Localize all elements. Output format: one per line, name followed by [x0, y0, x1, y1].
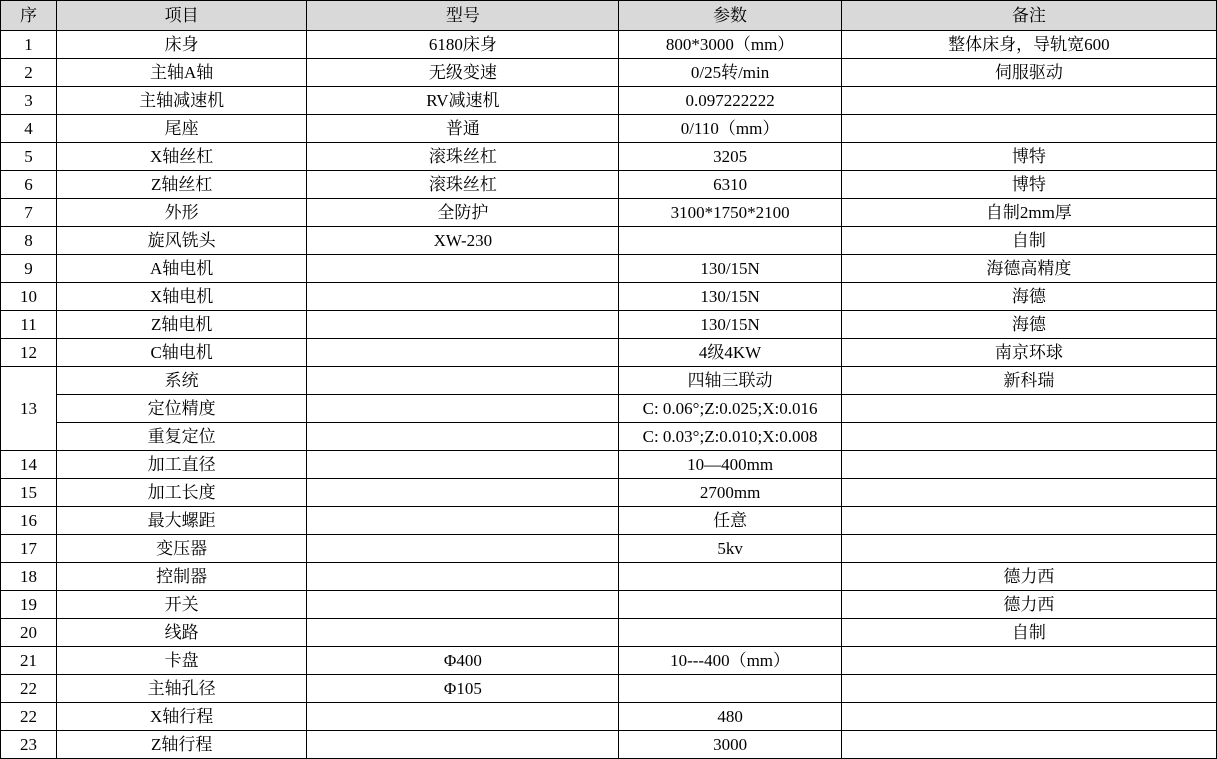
cell-seq: 4 [1, 115, 57, 143]
cell-note [841, 507, 1216, 535]
table-row [1, 31, 1217, 59]
cell-item: 主轴孔径 [57, 675, 307, 703]
cell-note [841, 115, 1216, 143]
cell-note: 德力西 [841, 591, 1216, 619]
cell-seq: 14 [1, 451, 57, 479]
cell-model: RV减速机 [307, 87, 619, 115]
cell-item: Z轴行程 [57, 731, 307, 759]
cell-param: 6310 [619, 171, 841, 199]
table-row [1, 227, 1217, 255]
cell-model [307, 703, 619, 731]
cell-item: 床身 [57, 31, 307, 59]
cell-item: 变压器 [57, 535, 307, 563]
table-row [1, 731, 1217, 759]
cell-note: 伺服驱动 [841, 59, 1216, 87]
table-row [1, 283, 1217, 311]
cell-seq: 2 [1, 59, 57, 87]
cell-note: 新科瑞 [841, 367, 1216, 395]
cell-model [307, 563, 619, 591]
cell-note [841, 479, 1216, 507]
cell-model [307, 283, 619, 311]
cell-note: 自制2mm厚 [841, 199, 1216, 227]
table-row [1, 339, 1217, 367]
cell-seq: 23 [1, 731, 57, 759]
column-header-item: 项目 [57, 1, 307, 31]
cell-item: X轴行程 [57, 703, 307, 731]
column-header-model: 型号 [307, 1, 619, 31]
table-row [1, 507, 1217, 535]
cell-item: 卡盘 [57, 647, 307, 675]
cell-seq: 5 [1, 143, 57, 171]
cell-note: 整体床身，导轨宽600 [841, 31, 1216, 59]
cell-note [841, 731, 1216, 759]
cell-note: 海德 [841, 311, 1216, 339]
cell-item: 主轴减速机 [57, 87, 307, 115]
cell-item: 加工直径 [57, 451, 307, 479]
cell-param: 0/110（mm） [619, 115, 841, 143]
cell-item: C轴电机 [57, 339, 307, 367]
cell-param [619, 563, 841, 591]
table-row [1, 619, 1217, 647]
cell-model [307, 395, 619, 423]
cell-model [307, 731, 619, 759]
column-header-param: 参数 [619, 1, 841, 31]
cell-item: Z轴丝杠 [57, 171, 307, 199]
cell-note: 自制 [841, 227, 1216, 255]
cell-model [307, 507, 619, 535]
cell-item: X轴丝杠 [57, 143, 307, 171]
table-row [1, 115, 1217, 143]
cell-model: XW-230 [307, 227, 619, 255]
table-row [1, 563, 1217, 591]
cell-param: 130/15N [619, 255, 841, 283]
cell-item: 重复定位 [57, 423, 307, 451]
cell-seq: 9 [1, 255, 57, 283]
cell-model [307, 619, 619, 647]
cell-param: 5kv [619, 535, 841, 563]
cell-model [307, 367, 619, 395]
cell-note: 博特 [841, 171, 1216, 199]
cell-item: 最大螺距 [57, 507, 307, 535]
cell-note [841, 647, 1216, 675]
cell-note: 博特 [841, 143, 1216, 171]
cell-param: 3205 [619, 143, 841, 171]
cell-model [307, 423, 619, 451]
cell-note [841, 87, 1216, 115]
cell-seq: 19 [1, 591, 57, 619]
table-row [1, 171, 1217, 199]
cell-item: 主轴A轴 [57, 59, 307, 87]
cell-seq: 8 [1, 227, 57, 255]
cell-model [307, 255, 619, 283]
cell-seq: 6 [1, 171, 57, 199]
column-header-note: 备注 [841, 1, 1216, 31]
cell-seq: 13 [1, 367, 57, 451]
cell-param: 0.097222222 [619, 87, 841, 115]
cell-item: 尾座 [57, 115, 307, 143]
cell-item: 线路 [57, 619, 307, 647]
table-row [1, 143, 1217, 171]
cell-note [841, 703, 1216, 731]
cell-model: 6180床身 [307, 31, 619, 59]
table-row [1, 675, 1217, 703]
cell-note: 海德 [841, 283, 1216, 311]
cell-seq: 18 [1, 563, 57, 591]
cell-model: 无级变速 [307, 59, 619, 87]
cell-model [307, 535, 619, 563]
cell-model: 滚珠丝杠 [307, 143, 619, 171]
table-row [1, 199, 1217, 227]
table-body [1, 31, 1217, 759]
cell-param [619, 227, 841, 255]
cell-seq: 15 [1, 479, 57, 507]
cell-model: 全防护 [307, 199, 619, 227]
table-header-row [1, 1, 1217, 31]
cell-item: 系统 [57, 367, 307, 395]
table-row [1, 59, 1217, 87]
cell-item: Z轴电机 [57, 311, 307, 339]
cell-model [307, 451, 619, 479]
cell-item: 定位精度 [57, 395, 307, 423]
cell-note [841, 395, 1216, 423]
table-row [1, 703, 1217, 731]
cell-note [841, 423, 1216, 451]
cell-param: 任意 [619, 507, 841, 535]
cell-model [307, 339, 619, 367]
cell-item: 加工长度 [57, 479, 307, 507]
cell-param: 130/15N [619, 283, 841, 311]
cell-param: 480 [619, 703, 841, 731]
cell-model: 普通 [307, 115, 619, 143]
cell-item: 开关 [57, 591, 307, 619]
cell-seq: 21 [1, 647, 57, 675]
table-row [1, 311, 1217, 339]
table-row [1, 87, 1217, 115]
cell-note: 自制 [841, 619, 1216, 647]
cell-seq: 22 [1, 675, 57, 703]
cell-seq: 22 [1, 703, 57, 731]
cell-item: 外形 [57, 199, 307, 227]
table-row [1, 591, 1217, 619]
cell-param: 3100*1750*2100 [619, 199, 841, 227]
cell-seq: 10 [1, 283, 57, 311]
cell-param: 4级4KW [619, 339, 841, 367]
cell-note [841, 535, 1216, 563]
cell-seq: 16 [1, 507, 57, 535]
cell-note: 南京环球 [841, 339, 1216, 367]
cell-param: 四轴三联动 [619, 367, 841, 395]
table-row [1, 423, 1217, 451]
cell-param: 2700mm [619, 479, 841, 507]
cell-param [619, 619, 841, 647]
cell-param: C: 0.06°;Z:0.025;X:0.016 [619, 395, 841, 423]
cell-note [841, 675, 1216, 703]
cell-item: 控制器 [57, 563, 307, 591]
cell-model: Φ400 [307, 647, 619, 675]
cell-item: A轴电机 [57, 255, 307, 283]
table-row [1, 255, 1217, 283]
cell-model: Φ105 [307, 675, 619, 703]
cell-seq: 3 [1, 87, 57, 115]
cell-seq: 20 [1, 619, 57, 647]
cell-param: C: 0.03°;Z:0.010;X:0.008 [619, 423, 841, 451]
cell-item: 旋风铣头 [57, 227, 307, 255]
table-row [1, 395, 1217, 423]
cell-note: 海德高精度 [841, 255, 1216, 283]
cell-param: 10---400（mm） [619, 647, 841, 675]
table-row [1, 647, 1217, 675]
cell-param [619, 675, 841, 703]
cell-item: X轴电机 [57, 283, 307, 311]
cell-param [619, 591, 841, 619]
cell-seq: 11 [1, 311, 57, 339]
cell-model [307, 479, 619, 507]
cell-param: 0/25转/min [619, 59, 841, 87]
cell-note: 德力西 [841, 563, 1216, 591]
cell-seq: 12 [1, 339, 57, 367]
cell-param: 10—400mm [619, 451, 841, 479]
cell-param: 130/15N [619, 311, 841, 339]
cell-seq: 1 [1, 31, 57, 59]
table-row [1, 479, 1217, 507]
cell-model [307, 591, 619, 619]
table-row [1, 451, 1217, 479]
cell-seq: 17 [1, 535, 57, 563]
cell-note [841, 451, 1216, 479]
cell-model [307, 311, 619, 339]
table-row [1, 367, 1217, 395]
cell-param: 3000 [619, 731, 841, 759]
cell-param: 800*3000（mm） [619, 31, 841, 59]
cell-seq: 7 [1, 199, 57, 227]
table-row [1, 535, 1217, 563]
cell-model: 滚珠丝杠 [307, 171, 619, 199]
column-header-seq: 序 [1, 1, 57, 31]
